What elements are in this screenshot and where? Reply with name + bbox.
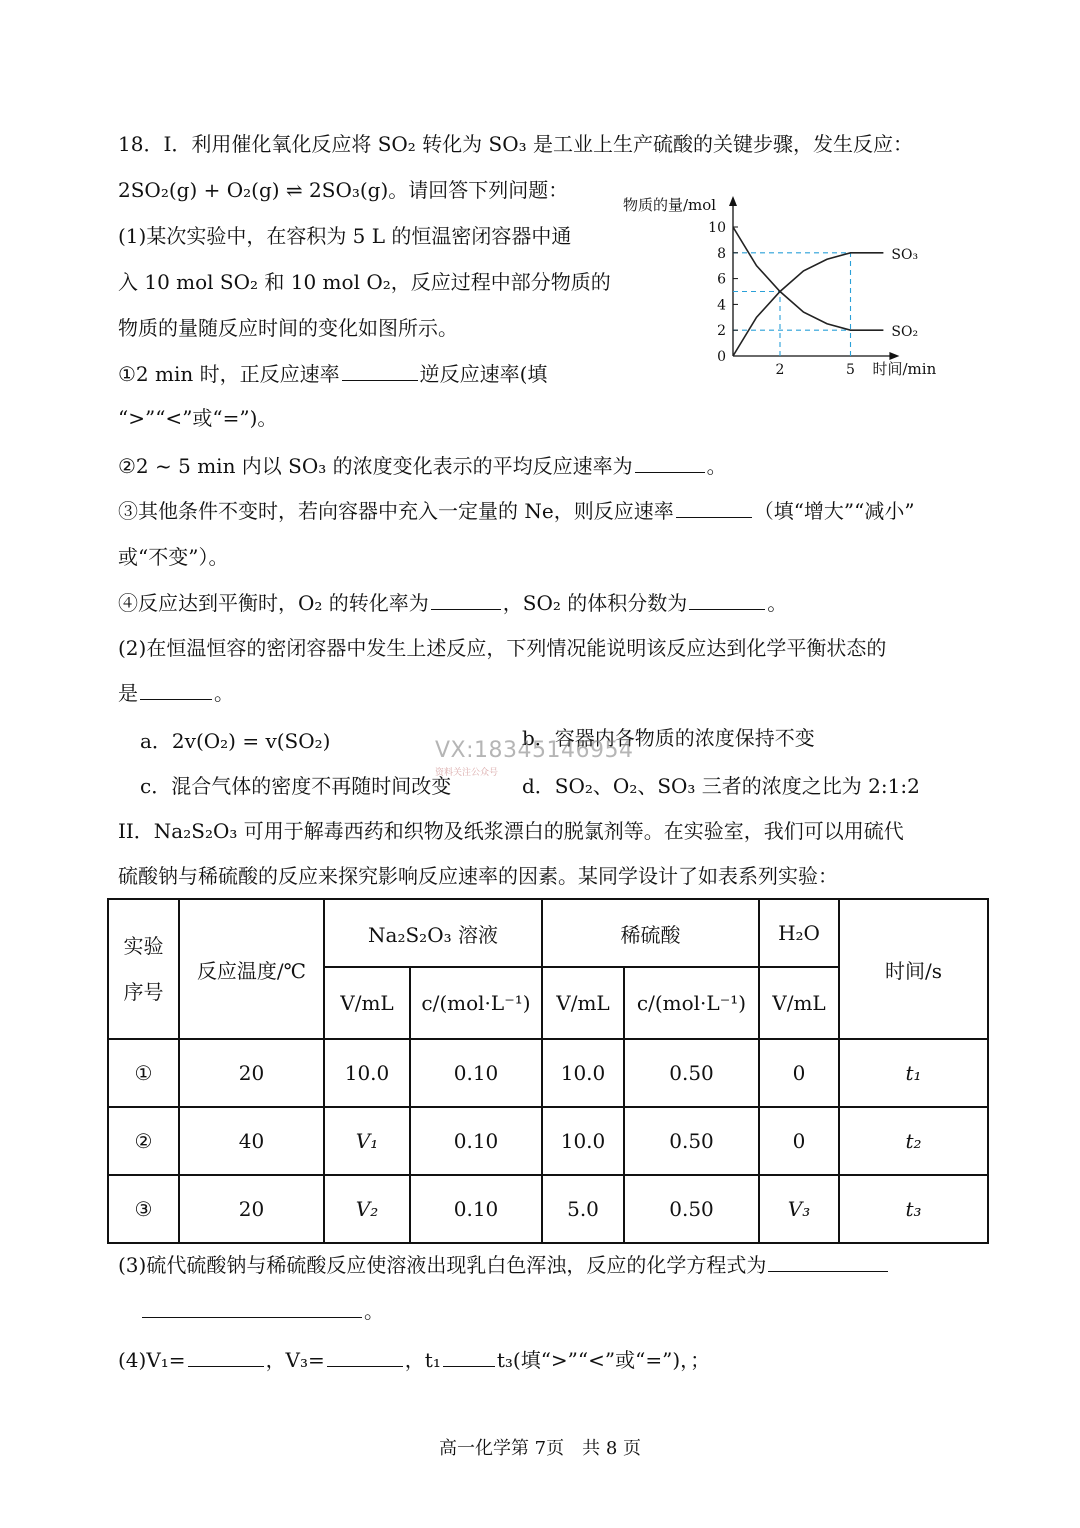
- option-c: c．混合气体的密度不再随时间改变: [140, 774, 452, 798]
- y-axis-label: 物质的量/mol: [623, 196, 717, 214]
- subq1-text-pre: ①2 min 时，正反应速率: [118, 362, 340, 386]
- subq1-text-post: 逆反应速率(填: [419, 362, 548, 386]
- y-tick-label: 10: [708, 220, 726, 236]
- header-sodium-thiosulfate: Na₂S₂O₃ 溶液: [324, 899, 542, 967]
- y-tick-label: 4: [717, 297, 726, 314]
- part3-question-cont: [140, 1297, 384, 1325]
- table-cell: 10.0: [542, 1107, 624, 1175]
- watermark: [435, 738, 645, 788]
- subquestion-2: [118, 452, 727, 480]
- part1-text-a: (1)某次实验中，在容积为 5 L 的恒温密闭容器中通: [118, 224, 572, 248]
- so2-label: SO₂: [891, 324, 919, 341]
- part1-text-b: 入 10 mol SO₂ 和 10 mol O₂，反应过程中部分物质的: [118, 270, 611, 294]
- amount-vs-time-chart: [610, 188, 950, 388]
- answer-blank[interactable]: [140, 679, 212, 700]
- table-cell: 0.50: [624, 1039, 759, 1107]
- answer-blank[interactable]: [188, 1346, 264, 1367]
- table-cell: t₃: [839, 1175, 988, 1243]
- table-cell: 20: [179, 1039, 324, 1107]
- answer-blank[interactable]: [443, 1346, 495, 1367]
- y-tick-label: 6: [717, 271, 726, 288]
- subquestion-1-cont: “>”“<”或“=”)。: [118, 406, 278, 430]
- table-cell: 0.10: [410, 1107, 542, 1175]
- answer-blank[interactable]: [142, 1297, 362, 1318]
- option-a: a．2v(O₂) = v(SO₂): [140, 729, 331, 753]
- subheader-volume: V/mL: [542, 967, 624, 1039]
- table-cell: 0.10: [410, 1175, 542, 1243]
- experiment-table: [107, 898, 989, 1244]
- table-cell: 10.0: [542, 1039, 624, 1107]
- table-cell: 0: [759, 1039, 839, 1107]
- subquestion-3: [118, 497, 915, 525]
- x-tick-label: 5: [846, 362, 855, 378]
- subq4-text-post: 。: [767, 591, 788, 615]
- part4-question: [118, 1346, 710, 1374]
- table-cell: V₃: [759, 1175, 839, 1243]
- subquestion-3-cont: 或“不变”）。: [118, 545, 229, 569]
- table-cell: t₂: [839, 1107, 988, 1175]
- subquestion-1: [118, 360, 547, 388]
- table-cell: 0.10: [410, 1039, 542, 1107]
- table-cell: 0.50: [624, 1107, 759, 1175]
- table-cell: V₁: [324, 1107, 410, 1175]
- table-cell: t₁: [839, 1039, 988, 1107]
- table-cell: ②: [108, 1107, 179, 1175]
- y-tick-label: 8: [717, 245, 726, 262]
- so2-curve: [733, 227, 883, 330]
- table-row: [108, 1107, 988, 1175]
- header-water: H₂O: [759, 899, 839, 967]
- answer-blank[interactable]: [768, 1251, 888, 1272]
- y-axis-arrow: [729, 196, 737, 206]
- subheader-concentration: c/(mol·L⁻¹): [410, 967, 542, 1039]
- subq2-text-pre: ②2 ~ 5 min 内以 SO₃ 的浓度变化表示的平均反应速率为: [118, 454, 633, 478]
- option-b: b．容器内各物质的浓度保持不变: [522, 726, 815, 750]
- table-cell: ①: [108, 1039, 179, 1107]
- so3-curve: [733, 253, 883, 356]
- part4-text-c: ，t₁: [404, 1348, 441, 1372]
- table-cell: 0: [759, 1107, 839, 1175]
- subq4-text-pre: ④反应达到平衡时，O₂ 的转化率为: [118, 591, 429, 615]
- table-cell: 40: [179, 1107, 324, 1175]
- header-reaction-temperature: 反应温度/℃: [179, 899, 324, 1039]
- part2-question: (2)在恒温恒容的密闭容器中发生上述反应，下列情况能说明该反应达到化学平衡状态的: [118, 636, 887, 660]
- table-cell: V₂: [324, 1175, 410, 1243]
- answer-blank[interactable]: [431, 589, 501, 610]
- table-cell: 20: [179, 1175, 324, 1243]
- reaction-equation: 2SO₂(g) + O₂(g) ⇌ 2SO₃(g)。请回答下列问题：: [118, 178, 569, 202]
- option-d: d．SO₂、O₂、SO₃ 三者的浓度之比为 2:1:2: [522, 774, 920, 798]
- subq2-text-post: 。: [706, 454, 727, 478]
- part2-text-pre: 是: [118, 681, 138, 705]
- part2-intro-line-1: II．Na₂S₂O₃ 可用于解毒西药和织物及纸浆漂白的脱氯剂等。在实验室，我们可以用硫代: [118, 819, 904, 843]
- part3-text-post: 。: [364, 1299, 384, 1323]
- table-cell: 5.0: [542, 1175, 624, 1243]
- header-time: 时间/s: [839, 899, 988, 1039]
- subheader-volume: V/mL: [759, 967, 839, 1039]
- answer-blank[interactable]: [676, 497, 752, 518]
- so3-label: SO₃: [891, 246, 919, 263]
- subheader-volume: V/mL: [324, 967, 410, 1039]
- subheader-concentration: c/(mol·L⁻¹): [624, 967, 759, 1039]
- subq3-text-pre: ③其他条件不变时，若向容器中充入一定量的 Ne，则反应速率: [118, 499, 674, 523]
- part1-text-c: 物质的量随反应时间的变化如图所示。: [118, 316, 458, 340]
- x-axis-arrow: [889, 352, 899, 360]
- watermark-text: VX:18345146954: [435, 738, 634, 763]
- y-tick-label: 0: [717, 349, 726, 365]
- answer-blank[interactable]: [689, 589, 765, 610]
- table-row: [108, 1039, 988, 1107]
- part3-question: [118, 1251, 890, 1279]
- answer-blank[interactable]: [635, 452, 705, 473]
- table-row: [108, 1175, 988, 1243]
- subq4-text-mid: ，SO₂ 的体积分数为: [502, 591, 688, 615]
- part2-question-cont: [118, 679, 234, 707]
- header-experiment-number: 实验序号: [108, 899, 179, 1039]
- y-tick-label: 2: [717, 323, 726, 340]
- answer-blank[interactable]: [342, 360, 418, 381]
- part2-text-post: 。: [214, 681, 234, 705]
- x-axis-label: 时间/min: [872, 360, 937, 378]
- part4-text-b: ，V₃=: [265, 1348, 325, 1372]
- part2-intro-line-2: 硫酸钠与稀硫酸的反应来探究影响反应速率的因素。某同学设计了如表系列实验：: [118, 864, 838, 888]
- watermark-subtext: 资料关注公众号: [435, 768, 499, 778]
- question-intro-line-1: 18．I．利用催化氧化反应将 SO₂ 转化为 SO₃ 是工业上生产硫酸的关键步骤，发生反应：: [118, 132, 914, 156]
- page-footer: 高一化学第 7页 共 8 页: [438, 1438, 642, 1459]
- subquestion-4: [118, 589, 787, 617]
- table-cell: 10.0: [324, 1039, 410, 1107]
- part4-text-a: (4)V₁=: [118, 1348, 186, 1372]
- part3-text-pre: (3)硫代硫酸钠与稀硫酸反应使溶液出现乳白色浑浊，反应的化学方程式为: [118, 1253, 767, 1277]
- table-cell: 0.50: [624, 1175, 759, 1243]
- part4-text-d: t₃(填“>”“<”或“=”)，；: [496, 1348, 711, 1372]
- x-tick-label: 2: [775, 362, 785, 378]
- answer-blank[interactable]: [327, 1346, 403, 1367]
- table-cell: ③: [108, 1175, 179, 1243]
- header-dilute-sulfuric-acid: 稀硫酸: [542, 899, 759, 967]
- subq3-text-post: （填“增大”“减小”: [753, 499, 915, 523]
